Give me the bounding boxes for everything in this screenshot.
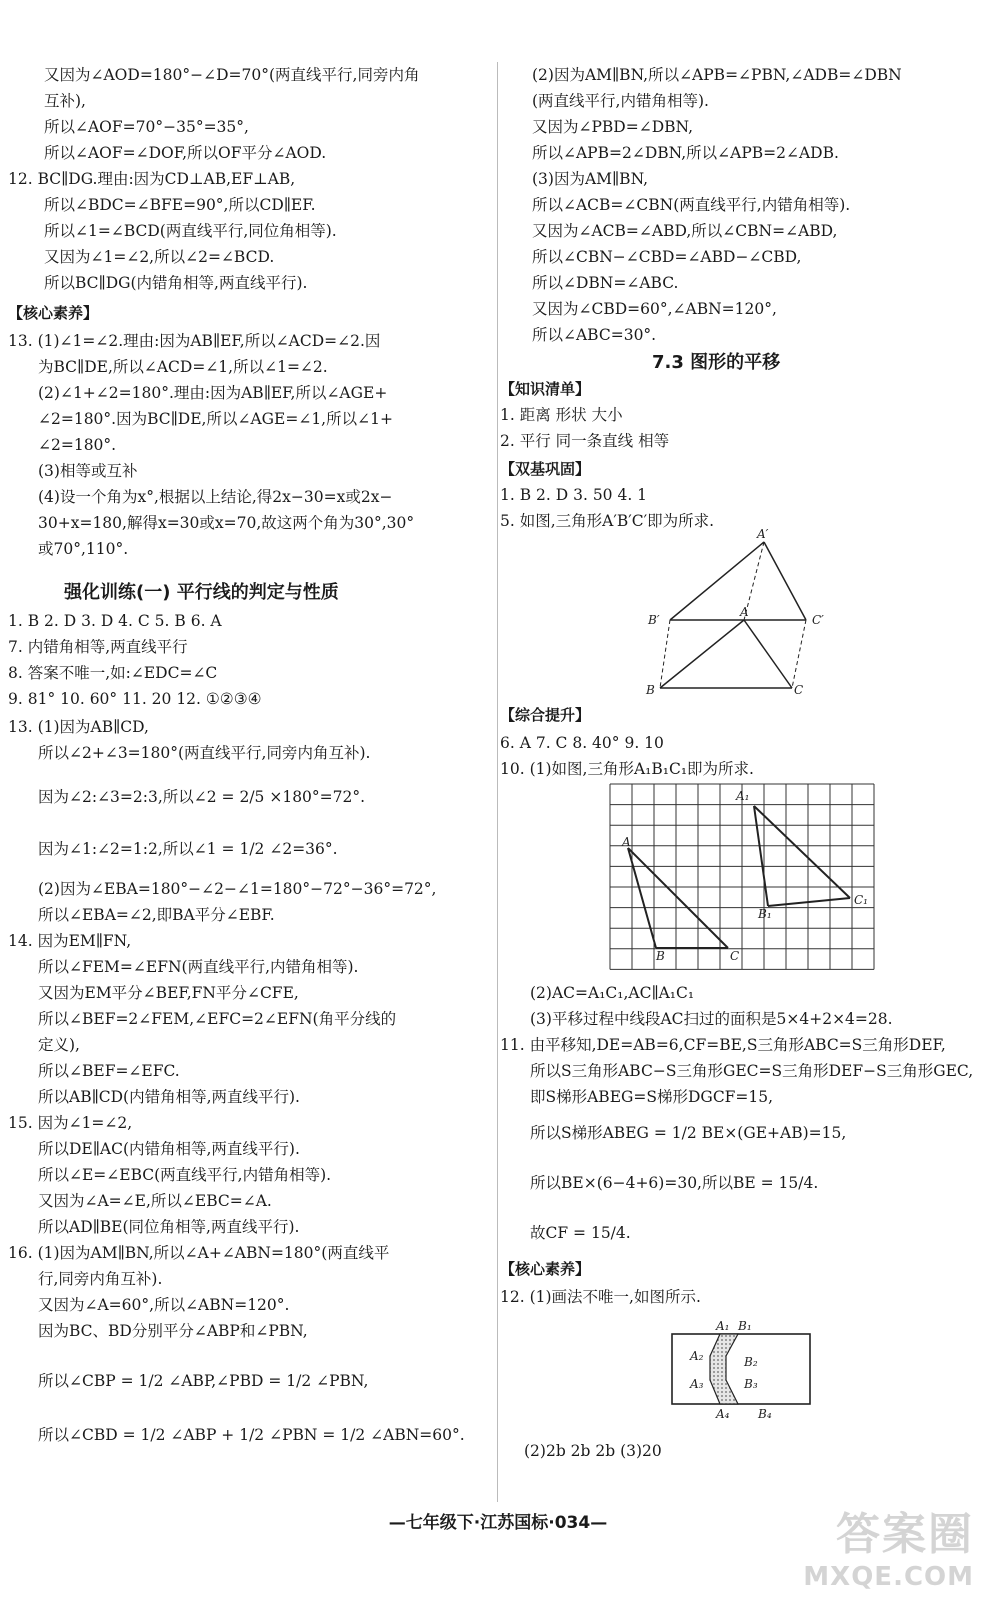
fig5-label: A′ (757, 528, 769, 541)
section-label: 【核心素养】 (8, 304, 99, 322)
fig10-label: C₁ (854, 893, 868, 907)
page-footer: —七年级下·江苏国标·034— (388, 1513, 608, 1533)
text-line: 因为∠2:∠3=2:3,所以∠2 = 2/5 ×180°=72°. (38, 788, 366, 806)
text-line: 所以S梯形ABEG = 1/2 BE×(GE+AB)=15, (530, 1124, 847, 1142)
column-divider (497, 62, 498, 1502)
text-line: (2)2b 2b 2b (3)20 (524, 1442, 662, 1460)
fig5-label: A (740, 605, 749, 619)
text-line: 因为∠1:∠2=1:2,所以∠1 = 1/2 ∠2=36°. (38, 840, 338, 858)
text-line: 定义), (38, 1036, 80, 1054)
fig10-label: C (730, 949, 740, 963)
fig12-label: A₄ (716, 1407, 730, 1421)
text-line: 又因为∠ACB=∠ABD,所以∠CBN=∠ABD, (532, 222, 838, 240)
section-label: 【双基巩固】 (500, 460, 591, 478)
text-line: 8. 答案不唯一,如:∠EDC=∠C (8, 664, 218, 682)
text-line: 所以DE∥AC(内错角相等,两直线平行). (38, 1140, 300, 1158)
text-line: 5. 如图,三角形A′B′C′即为所求. (500, 512, 715, 530)
text-line: 又因为∠A=60°,所以∠ABN=120°. (38, 1296, 290, 1314)
watermark-logo: 答案圈 (836, 1509, 974, 1560)
text-line: 所以∠CBN−∠CBD=∠ABD−∠CBD, (532, 248, 802, 266)
section-heading: 强化训练(一) 平行线的判定与性质 (64, 582, 339, 603)
fig10-label: A₁ (736, 789, 750, 803)
fig12-label: B₄ (758, 1407, 772, 1421)
fig12-label: B₃ (744, 1377, 758, 1391)
text-line: 因为BC、BD分别平分∠ABP和∠PBN, (38, 1322, 308, 1340)
watermark-url: MXQE.COM (803, 1562, 974, 1592)
text-line: 13. (1)∠1=∠2.理由:因为AB∥EF,所以∠ACD=∠2.因 (8, 332, 381, 350)
text-line: 所以∠BDC=∠BFE=90°,所以CD∥EF. (44, 196, 316, 214)
section-heading: 7.3 图形的平移 (652, 352, 781, 373)
text-line: 所以∠DBN=∠ABC. (532, 274, 679, 292)
text-line: 所以∠FEM=∠EFN(两直线平行,内错角相等). (38, 958, 359, 976)
text-line: 又因为∠A=∠E,所以∠EBC=∠A. (38, 1192, 272, 1210)
fig12-label: A₁ (716, 1319, 730, 1333)
text-line: 6. A 7. C 8. 40° 9. 10 (500, 734, 664, 752)
fig5-label: B (646, 683, 655, 697)
text-line: 又因为∠PBD=∠DBN, (532, 118, 694, 136)
text-line: (2)AC=A₁C₁,AC∥A₁C₁ (530, 984, 695, 1002)
text-line: 13. (1)因为AB∥CD, (8, 718, 149, 736)
text-line: (3)因为AM∥BN, (532, 170, 649, 188)
fig5-label: C′ (812, 613, 824, 627)
text-line: 所以∠CBP = 1/2 ∠ABP,∠PBD = 1/2 ∠PBN, (38, 1372, 369, 1390)
text-line: 15. 因为∠1=∠2, (8, 1114, 133, 1132)
text-line: ∠2=180°. (38, 436, 117, 454)
text-line: 所以∠EBA=∠2,即BA平分∠EBF. (38, 906, 275, 924)
text-line: 所以∠CBD = 1/2 ∠ABP + 1/2 ∠PBN = 1/2 ∠ABN=60°. (38, 1426, 465, 1444)
text-line: 所以∠1=∠BCD(两直线平行,同位角相等). (44, 222, 337, 240)
text-line: 14. 因为EM∥FN, (8, 932, 132, 950)
text-line: ∠2=180°.因为BC∥DE,所以∠AGE=∠1,所以∠1+ (38, 410, 393, 428)
text-line: (3)相等或互补 (38, 462, 138, 480)
text-line: 所以BC∥DG(内错角相等,两直线平行). (44, 274, 308, 292)
text-line: 为BC∥DE,所以∠ACD=∠1,所以∠1=∠2. (38, 358, 328, 376)
text-line: 10. (1)如图,三角形A₁B₁C₁即为所求. (500, 760, 754, 778)
text-line: 所以AD∥BE(同位角相等,两直线平行). (38, 1218, 300, 1236)
fig12-label: A₃ (690, 1377, 704, 1391)
text-line: 7. 内错角相等,两直线平行 (8, 638, 188, 656)
text-line: 所以∠2+∠3=180°(两直线平行,同旁内角互补). (38, 744, 371, 762)
text-line: 1. B 2. D 3. D 4. C 5. B 6. A (8, 612, 222, 630)
text-line: (2)∠1+∠2=180°.理由:因为AB∥EF,所以∠AGE+ (38, 384, 388, 402)
text-line: 故CF = 15/4. (530, 1224, 631, 1242)
text-line: 所以∠ABC=30°. (532, 326, 657, 344)
text-line: 所以∠BEF=∠EFC. (38, 1062, 180, 1080)
fig12-label: B₁ (738, 1319, 752, 1333)
text-line: 所以∠E=∠EBC(两直线平行,内错角相等). (38, 1166, 332, 1184)
text-line: 16. (1)因为AM∥BN,所以∠A+∠ABN=180°(两直线平 (8, 1244, 390, 1262)
text-line: 所以∠ACB=∠CBN(两直线平行,内错角相等). (532, 196, 851, 214)
section-label: 【核心素养】 (500, 1260, 591, 1278)
text-line: 又因为EM平分∠BEF,FN平分∠CFE, (38, 984, 299, 1002)
text-line: 所以BE×(6−4+6)=30,所以BE = 15/4. (530, 1174, 819, 1192)
text-line: 所以AB∥CD(内错角相等,两直线平行). (38, 1088, 300, 1106)
text-line: 12. BC∥DG.理由:因为CD⊥AB,EF⊥AB, (8, 170, 296, 188)
text-line: (两直线平行,内错角相等). (532, 92, 709, 110)
text-line: 所以∠AOF=∠DOF,所以OF平分∠AOD. (44, 144, 327, 162)
text-line: 又因为∠AOD=180°−∠D=70°(两直线平行,同旁内角 (44, 66, 420, 84)
fig12-label: A₂ (690, 1349, 704, 1363)
text-line: 1. 距离 形状 大小 (500, 406, 623, 424)
figure-translation-triangle (640, 528, 840, 700)
text-line: 12. (1)画法不唯一,如图所示. (500, 1288, 701, 1306)
text-line: 2. 平行 同一条直线 相等 (500, 432, 670, 450)
fig5-label: B′ (648, 613, 660, 627)
text-line: 又因为∠CBD=60°,∠ABN=120°, (532, 300, 777, 318)
text-line: 又因为∠1=∠2,所以∠2=∠BCD. (44, 248, 275, 266)
section-label: 【知识清单】 (500, 380, 591, 398)
text-line: (2)因为∠EBA=180°−∠2−∠1=180°−72°−36°=72°, (38, 880, 437, 898)
text-line: 所以∠APB=2∠DBN,所以∠APB=2∠ADB. (532, 144, 839, 162)
fig10-label: A (622, 835, 631, 849)
fig12-label: B₂ (744, 1355, 758, 1369)
text-line: 所以∠AOF=70°−35°=35°, (44, 118, 249, 136)
text-line: 所以∠BEF=2∠FEM,∠EFC=2∠EFN(角平分线的 (38, 1010, 397, 1028)
fig10-label: B₁ (758, 907, 772, 921)
text-line: 即S梯形ABEG=S梯形DGCF=15, (530, 1088, 774, 1106)
text-line: 9. 81° 10. 60° 11. 20 12. ①②③④ (8, 690, 262, 708)
figure-grid-translation (596, 778, 886, 974)
text-line: (4)设一个角为x°,根据以上结论,得2x−30=x或2x− (38, 488, 393, 506)
fig5-label: C (794, 683, 804, 697)
fig10-label: B (656, 949, 665, 963)
watermark (803, 1498, 974, 1592)
text-line: 1. B 2. D 3. 50 4. 1 (500, 486, 648, 504)
figure-shaded-path (668, 1306, 816, 1424)
text-line: 互补), (44, 92, 86, 110)
text-line: (3)平移过程中线段AC扫过的面积是5×4+2×4=28. (530, 1010, 893, 1028)
text-line: 行,同旁内角互补). (38, 1270, 163, 1288)
text-line: 所以S三角形ABC−S三角形GEC=S三角形DEF−S三角形GEC, (530, 1062, 974, 1080)
text-line: 30+x=180,解得x=30或x=70,故这两个角为30°,30° (38, 514, 415, 532)
text-line: 或70°,110°. (38, 540, 129, 558)
text-line: 11. 由平移知,DE=AB=6,CF=BE,S三角形ABC=S三角形DEF, (500, 1036, 946, 1054)
text-line: (2)因为AM∥BN,所以∠APB=∠PBN,∠ADB=∠DBN (532, 66, 902, 84)
section-label: 【综合提升】 (500, 706, 591, 724)
